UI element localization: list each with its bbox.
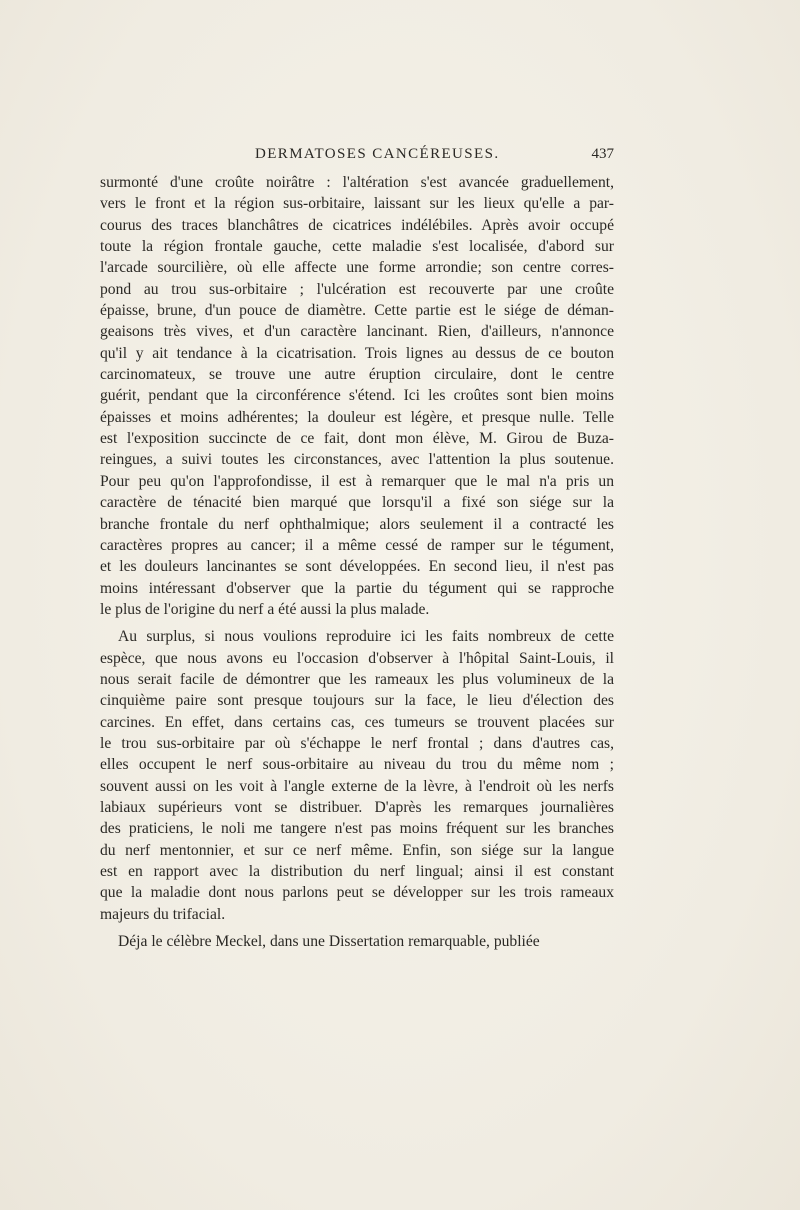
text-line: l'arcade sourcilière, où elle affecte une forme arrondie; son centre corres- (100, 259, 614, 277)
body-text (100, 172, 614, 952)
text-line: guérit, pendant que la circonférence s'étend. Ici les croûtes sont bien moins (100, 387, 614, 405)
text-line: qu'il y ait tendance à la cicatrisation. Trois lignes au dessus de ce bouton (100, 344, 614, 362)
text-line: caractère de ténacité bien marqué que lorsqu'il a fixé son siége sur la (100, 494, 614, 512)
text-line: carcines. En effet, dans certains cas, ces tumeurs se trouvent placées sur (100, 713, 614, 731)
running-title: DERMATOSES CANCÉREUSES. (255, 146, 500, 162)
text-line: reingues, a suivi toutes les circonstances, avec l'attention la plus soutenue. (100, 451, 614, 469)
text-line: souvent aussi on les voit à l'angle externe de la lèvre, à l'endroit où les nerfs (100, 777, 614, 795)
text-line: labiaux supérieurs vont se distribuer. D'après les remarques journalières (100, 798, 614, 816)
text-line: est l'exposition succincte de ce fait, dont mon élève, M. Girou de Buza- (100, 430, 614, 448)
text-line: épaisses et moins adhérentes; la douleur est légère, et presque nulle. Telle (100, 408, 614, 426)
text-line: surmonté d'une croûte noirâtre : l'altération s'est avancée graduellement, (100, 174, 614, 191)
text-line: carcinomateux, se trouve une autre éruption circulaire, dont le centre (100, 366, 614, 384)
text-line: toute la région frontale gauche, cette maladie s'est localisée, d'abord sur (100, 238, 614, 256)
text-line: majeurs du trifacial. (100, 905, 226, 923)
text-line: pond au trou sus-orbitaire ; l'ulcération est recouverte par une croûte (100, 280, 614, 298)
text-line: espèce, que nous avons eu l'occasion d'observer à l'hôpital Saint-Louis, il (100, 649, 614, 667)
page-number: 437 (591, 146, 614, 162)
text-line: le trou sus-orbitaire par où s'échappe le nerf frontal ; dans d'autres cas, (100, 734, 614, 752)
text-line: courus des traces blanchâtres de cicatrices indélébiles. Après avoir occupé (100, 216, 614, 234)
text-line: branche frontale du nerf ophthalmique; alors seulement il a contracté les (100, 515, 614, 533)
text-line: des praticiens, le noli me tangere n'est pas moins fréquent sur les branches (100, 820, 614, 838)
paragraph (100, 626, 614, 925)
text-line: le plus de l'origine du nerf a été aussi la plus malade. (100, 600, 430, 618)
text-line: que la maladie dont nous parlons peut se développer sur les trois rameaux (100, 884, 614, 902)
page-header (100, 146, 614, 166)
text-line: du nerf mentonnier, et sur ce nerf même. Enfin, son siége sur la langue (100, 841, 614, 859)
text-line: caractères propres au cancer; il a même cessé de ramper sur le tégument, (100, 536, 614, 554)
paragraph (100, 931, 614, 952)
text-line: Au surplus, si nous voulions reproduire ici les faits nombreux de cette (118, 628, 614, 646)
text-line: Pour peu qu'on l'approfondisse, il est à remarquer que le mal n'a pris un (100, 472, 614, 490)
text-line: vers le front et la région sus-orbitaire, laissant sur les lieux qu'elle a par- (100, 195, 614, 213)
text-line: épaisse, brune, d'un pouce de diamètre. Cette partie est le siége de déman- (100, 302, 614, 320)
text-line: geaisons très vives, et d'un caractère lancinant. Rien, d'ailleurs, n'annonce (100, 323, 614, 341)
text-line: est en rapport avec la distribution du nerf lingual; ainsi il est constant (100, 863, 614, 880)
text-line: Déja le célèbre Meckel, dans une Dissertation remarquable, publiée (118, 933, 540, 951)
text-line: cinquième paire sont presque toujours sur la face, le lieu d'élection des (100, 692, 614, 710)
text-line: nous serait facile de démontrer que les rameaux les plus volumineux de la (100, 670, 614, 688)
text-line: et les douleurs lancinantes se sont développées. En second lieu, il n'est pas (100, 558, 614, 576)
paragraph (100, 172, 614, 620)
text-line: elles occupent le nerf sous-orbitaire au niveau du trou du même nom ; (100, 756, 614, 774)
text-line: moins intéressant d'observer que la partie du tégument qui se rapproche (100, 579, 614, 597)
